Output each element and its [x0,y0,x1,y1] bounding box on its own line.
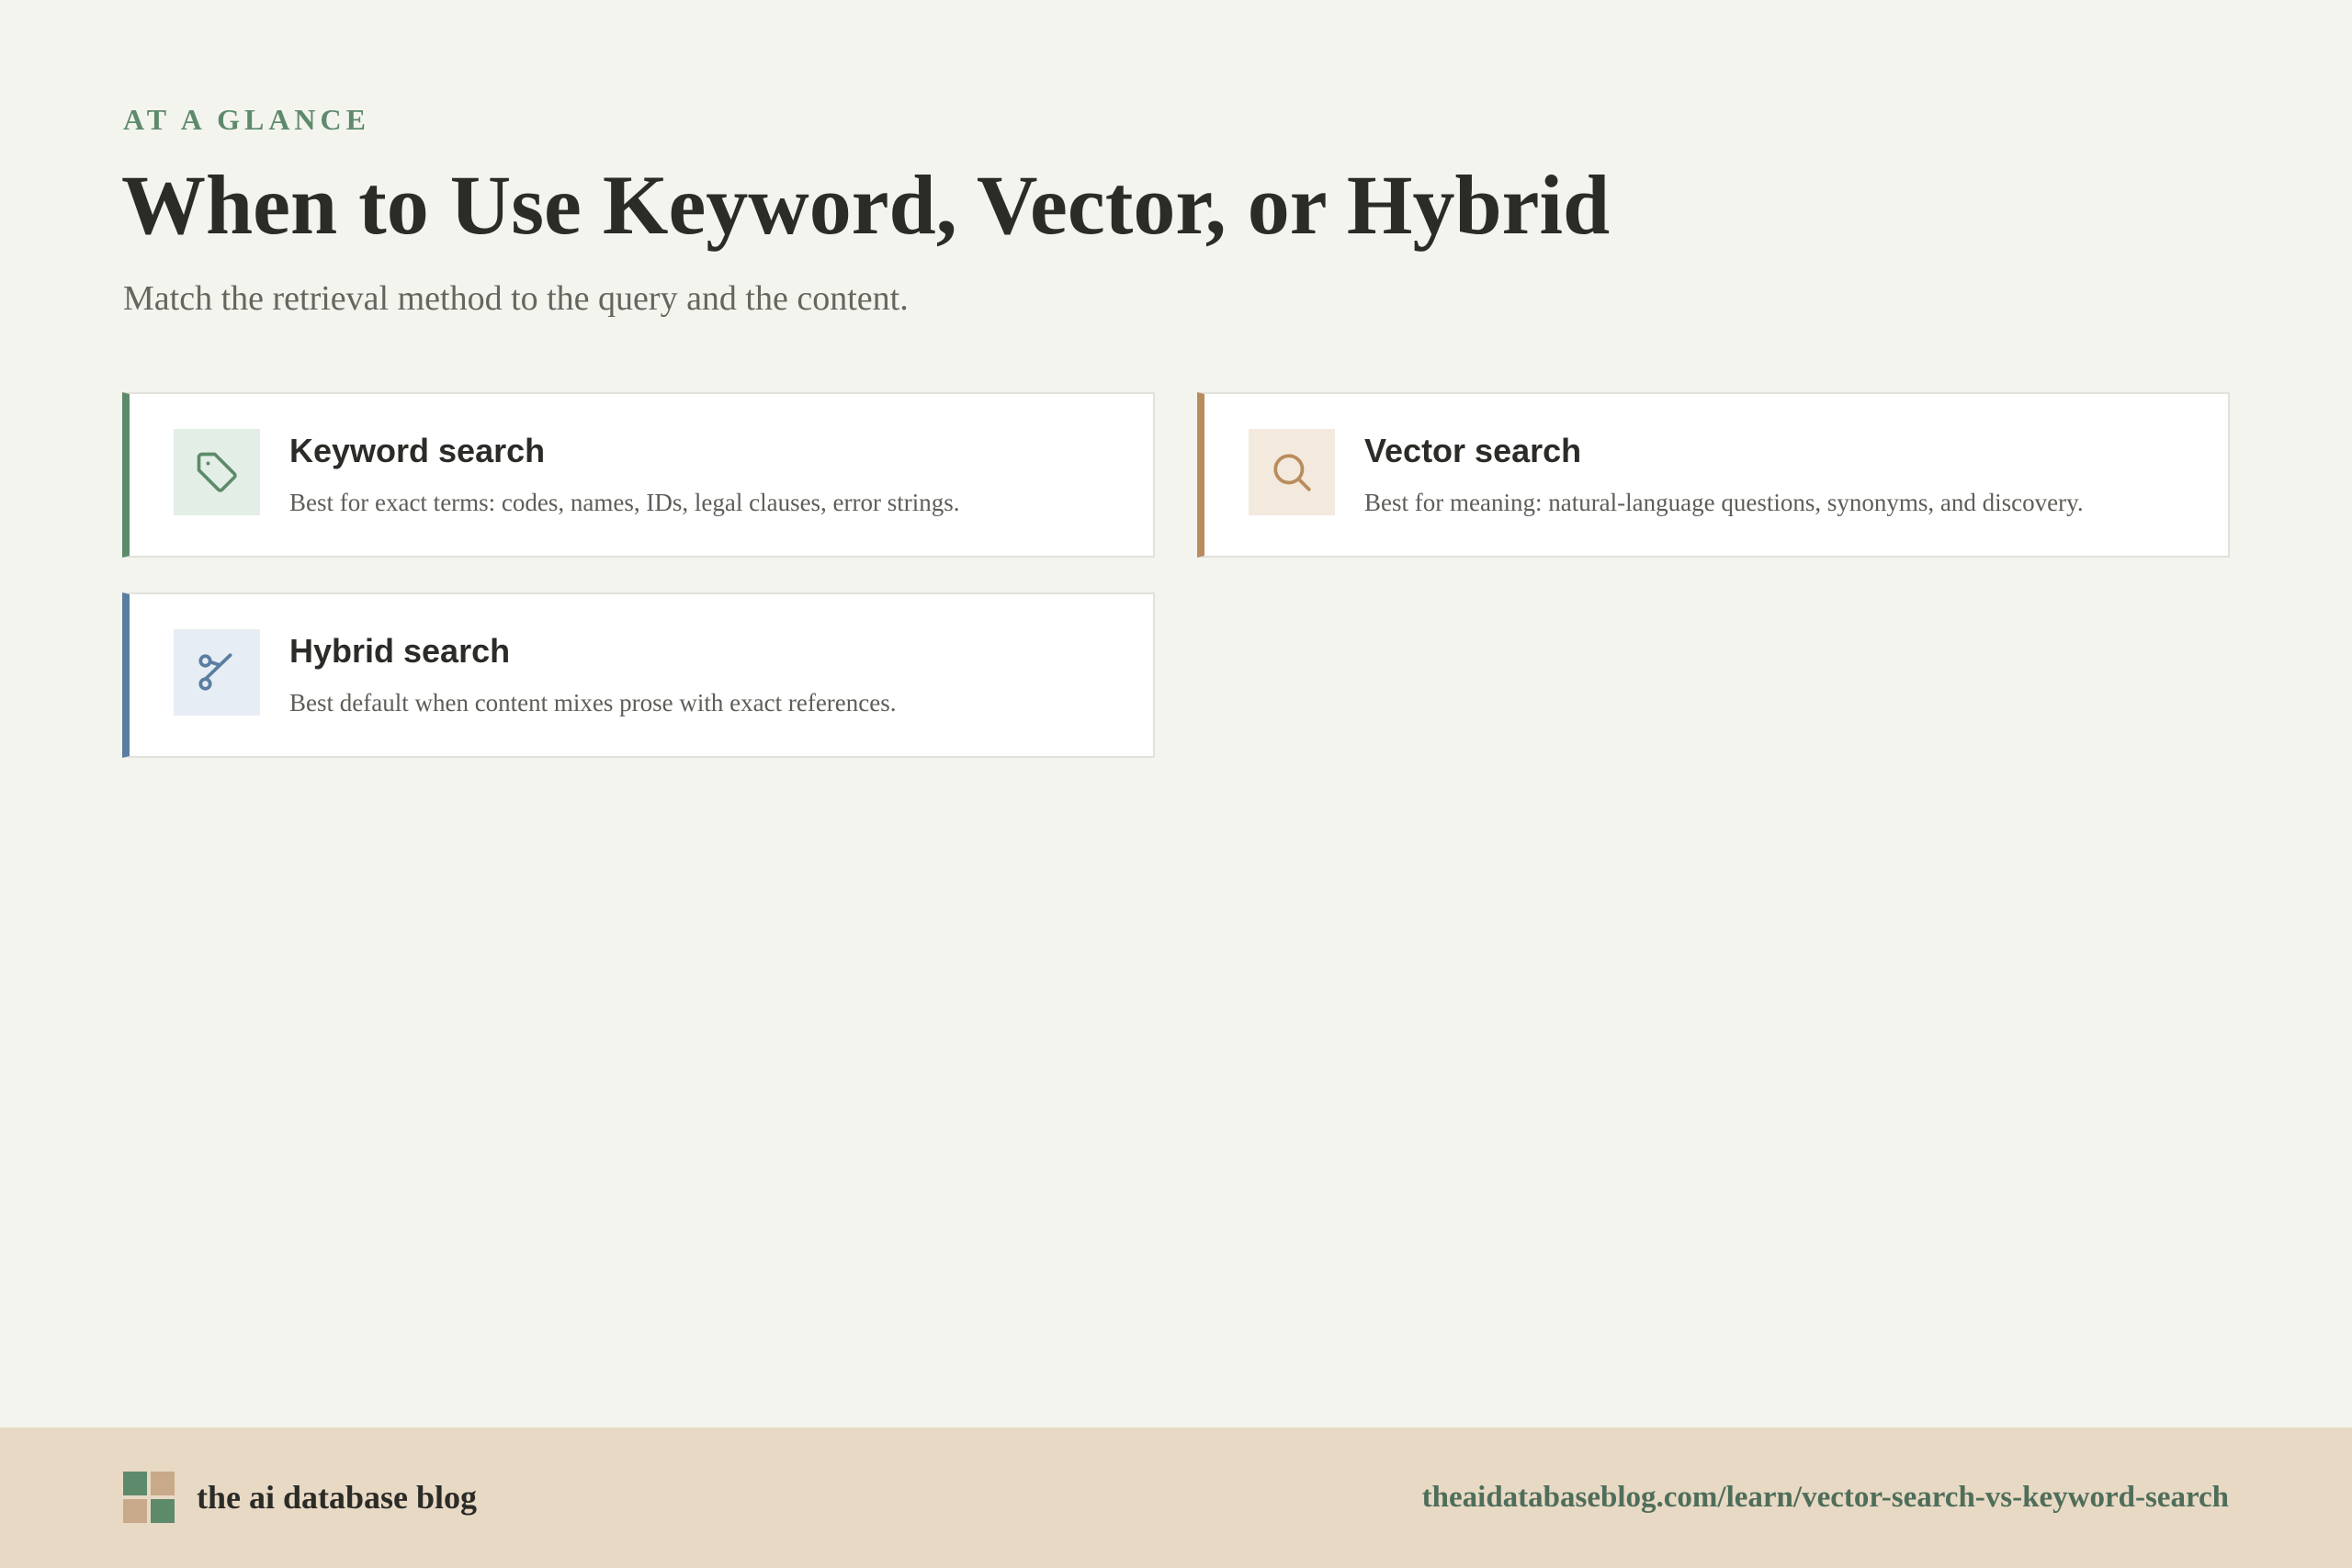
page-title: When to Use Keyword, Vector, or Hybrid [121,158,1611,252]
brand-name: the ai database blog [197,1479,478,1516]
tag-icon [174,429,260,515]
page-subtitle: Match the retrieval method to the query and the content. [123,279,909,318]
card-description: Best default when content mixes prose with exact references. [289,689,897,716]
footer [0,1427,2352,1568]
card-title: Hybrid search [289,632,511,670]
card-vector-search [1197,392,2230,558]
eyebrow-label: AT A GLANCE [123,103,370,136]
logo-icon [123,1472,175,1523]
card-hybrid-search [122,592,1155,758]
card-description: Best for exact terms: codes, names, IDs, legal clauses, error strings. [289,489,960,516]
card-title: Vector search [1364,432,1582,469]
card-description: Best for meaning: natural-language questions, synonyms, and discovery. [1364,489,2084,516]
footer-url-link[interactable]: theaidatabaseblog.com/learn/vector-search-vs-keyword-search [1421,1481,2229,1514]
card-title: Keyword search [289,432,546,469]
merge-icon [174,629,260,716]
card-keyword-search [122,392,1155,558]
search-icon [1249,429,1335,515]
